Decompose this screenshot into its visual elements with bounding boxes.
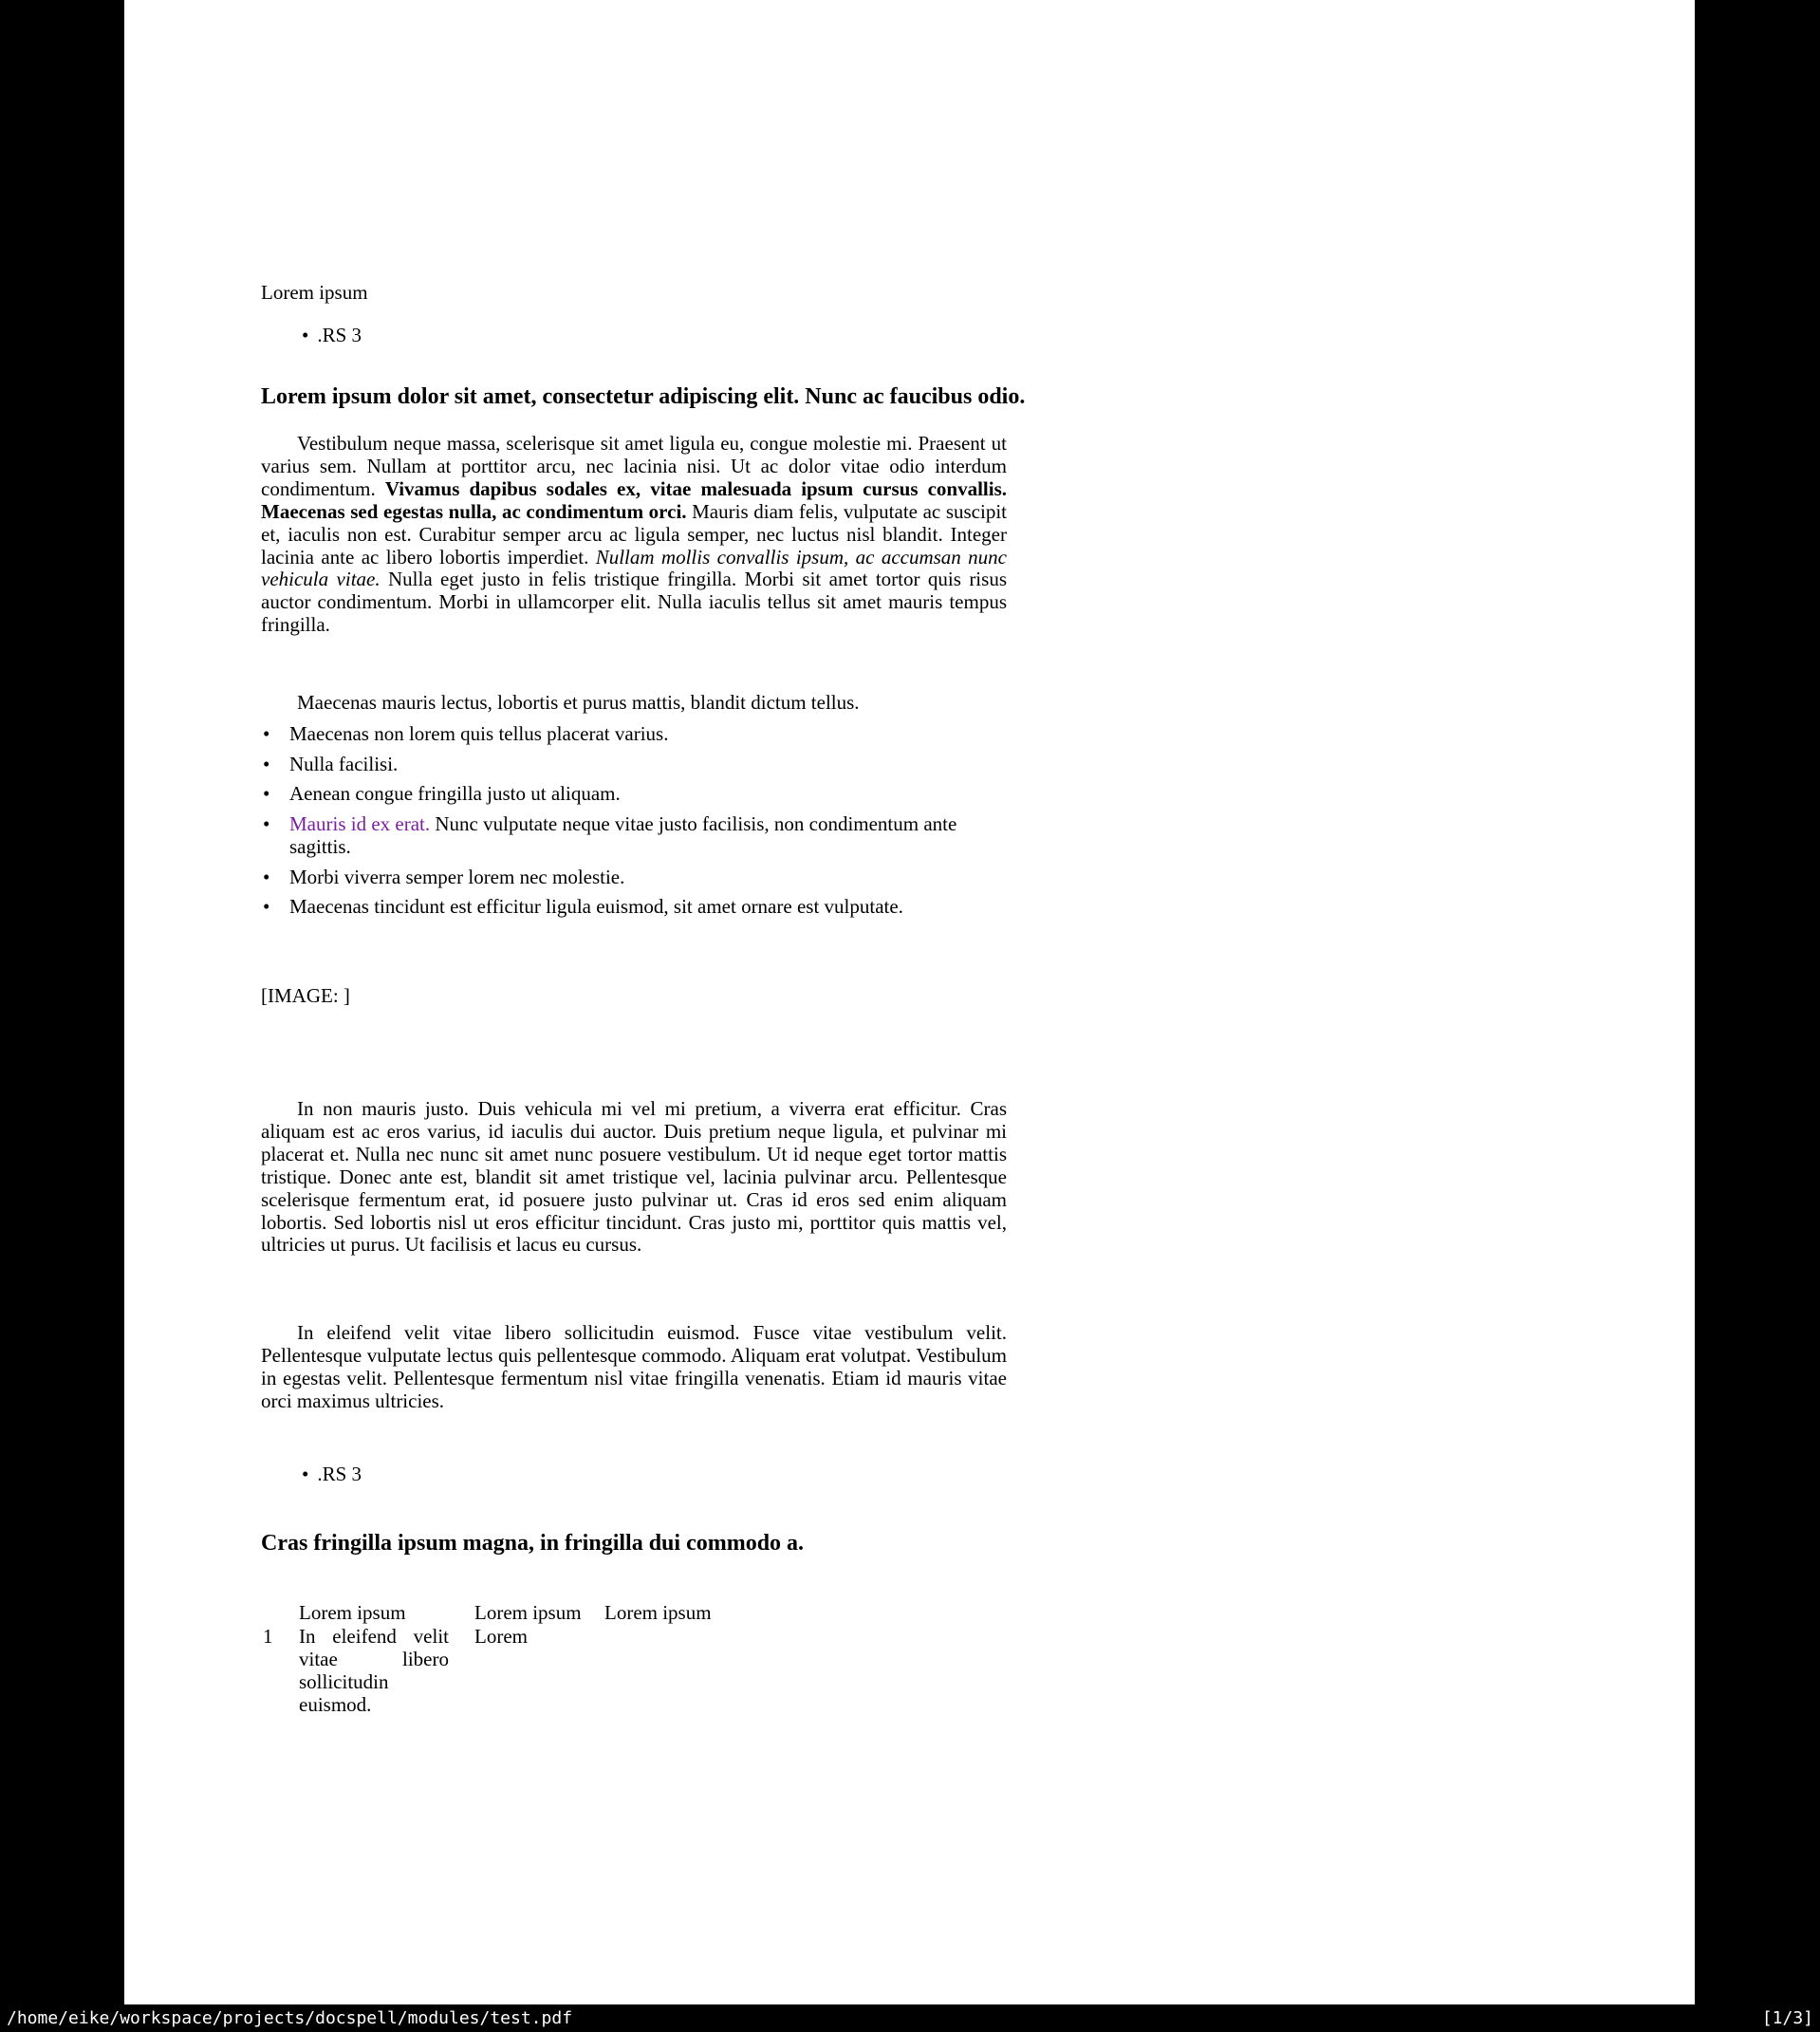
text-run: Mauris diam felis, vulputate ac suscipit et, iaculis non est. Curabitur semper arcu ac ligula semper, nec luctus nisl blandit. Integer lacinia ante ac libero lobortis imperdiet. xyxy=(261,499,1008,569)
text-run: Maecenas non lorem quis tellus placerat varius. xyxy=(289,722,669,745)
text-run: Morbi viverra semper lorem nec molestie. xyxy=(289,865,625,888)
image-placeholder-text: [IMAGE: ] xyxy=(261,984,350,1007)
status-page-indicator: [1/3] xyxy=(1761,2008,1813,2028)
bullet-icon: • xyxy=(302,324,309,346)
table-cell: In eleifend velit vitae libero sollicitudin euismod. xyxy=(299,1625,449,1716)
table-row-number: 1 xyxy=(263,1625,273,1648)
bullet-icon: • xyxy=(263,752,270,775)
bullet-icon: • xyxy=(263,865,270,888)
status-bar xyxy=(0,2004,1820,2032)
status-file-path: /home/eike/workspace/projects/docspell/modules/test.pdf xyxy=(7,2008,573,2028)
paragraph-1 xyxy=(261,433,1007,637)
section-heading-1: Lorem ipsum dolor sit amet, consectetur adipiscing elit. Nunc ac faucibus odio. xyxy=(261,384,1026,409)
bullet-list xyxy=(261,723,1007,926)
list-item-text xyxy=(289,782,621,805)
rs-macro-label: .RS 3 xyxy=(317,324,362,346)
section-heading-2: Cras fringilla ipsum magna, in fringilla dui commodo a. xyxy=(261,1531,805,1556)
list-item-text xyxy=(289,722,668,745)
list-item xyxy=(261,723,1007,746)
table-header-cell: Lorem ipsum xyxy=(474,1601,582,1624)
bullet-icon: • xyxy=(263,895,270,919)
text-run: Aenean congue fringilla justo ut aliquam. xyxy=(289,782,621,806)
paragraph-maecenas: Maecenas mauris lectus, lobortis et purus mattis, blandit dictum tellus. xyxy=(297,691,860,714)
rs-macro-line-1 xyxy=(302,325,362,347)
table-header-cell: Lorem ipsum xyxy=(299,1601,406,1624)
table-header-cell: Lorem ipsum xyxy=(604,1601,712,1624)
text-run: Maecenas tincidunt est efficitur ligula euismod, sit amet ornare est vulputate. xyxy=(289,895,903,919)
list-item-text xyxy=(289,895,903,918)
bullet-icon: • xyxy=(263,782,270,806)
list-item xyxy=(261,896,1007,919)
text-run: Nulla facilisi. xyxy=(289,752,399,775)
list-item-text xyxy=(289,866,624,888)
text-run: Vestibulum neque massa, scelerisque sit amet ligula eu, congue molestie mi. Praesent ut varius sem. Nullam at porttitor arcu, nec lacinia nisi. Ut ac dolor vitae odio interdum condimentum. xyxy=(261,432,1007,500)
pdf-page xyxy=(124,0,1695,2004)
text-run: Vivamus dapibus sodales ex, vitae malesuada ipsum cursus convallis. Maecenas sed egestas nulla, ac condimentum orci. xyxy=(261,476,1008,523)
text-run: Nulla eget justo in felis tristique fringilla. Morbi sit amet tortor quis risus auctor condimentum. Morbi in ullamcorper elit. Nulla iaculis tellus sit amet mauris tempus fringilla. xyxy=(261,568,1007,637)
list-item xyxy=(261,813,1007,859)
text-run: Nullam mollis convallis ipsum, ac accumsan nunc vehicula vitae. xyxy=(261,545,1007,591)
table-cell: Lorem xyxy=(474,1625,528,1648)
list-item xyxy=(261,783,1007,806)
text-run: Nunc vulputate neque vitae justo facilisis, non condimentum ante sagittis. xyxy=(289,812,957,859)
list-item-text xyxy=(289,812,956,858)
intro-label: Lorem ipsum xyxy=(261,281,368,304)
rs-macro-line-2 xyxy=(302,1463,362,1486)
list-item xyxy=(261,754,1007,776)
bullet-icon: • xyxy=(302,1463,309,1485)
bullet-icon: • xyxy=(263,812,270,836)
rs-macro-label: .RS 3 xyxy=(317,1463,362,1485)
list-item-text xyxy=(289,753,398,775)
list-item xyxy=(261,867,1007,889)
bullet-icon: • xyxy=(263,722,270,745)
paragraph-3: In eleifend velit vitae libero sollicitudin euismod. Fusce vitae vestibulum velit. Pellentesque vulputate lectus quis pellentesque commodo. Aliquam erat volutpat. Vestibulum in egestas velit. Pellentesque fermentum nisl vitae fringilla venenatis. Etiam id mauris vitae orci maximus ultricies. xyxy=(261,1321,1007,1412)
pdf-hyperlink[interactable]: Mauris id ex erat. xyxy=(289,812,431,836)
paragraph-2: In non mauris justo. Duis vehicula mi vel mi pretium, a viverra erat efficitur. Cras aliquam est ac eros varius, id iaculis dui auctor. Duis pretium neque ligula, et pulvinar mi placerat et. Nulla nec nunc sit amet nunc posuere vestibulum. Ut id neque eget tortor mattis tristique. Donec ante est, blandit sit amet tristique vel, lacinia pulvinar arcu. Pellentesque scelerisque fermentum erat, id posuere justo pulvinar ut. Cras id eros sed enim aliquam lobortis. Sed lobortis nisl ut eros efficitur tincidunt. Cras justo mi, porttitor quis mattis vel, ultricies ut purus. Ut facilisis et lacus eu cursus. xyxy=(261,1097,1007,1257)
